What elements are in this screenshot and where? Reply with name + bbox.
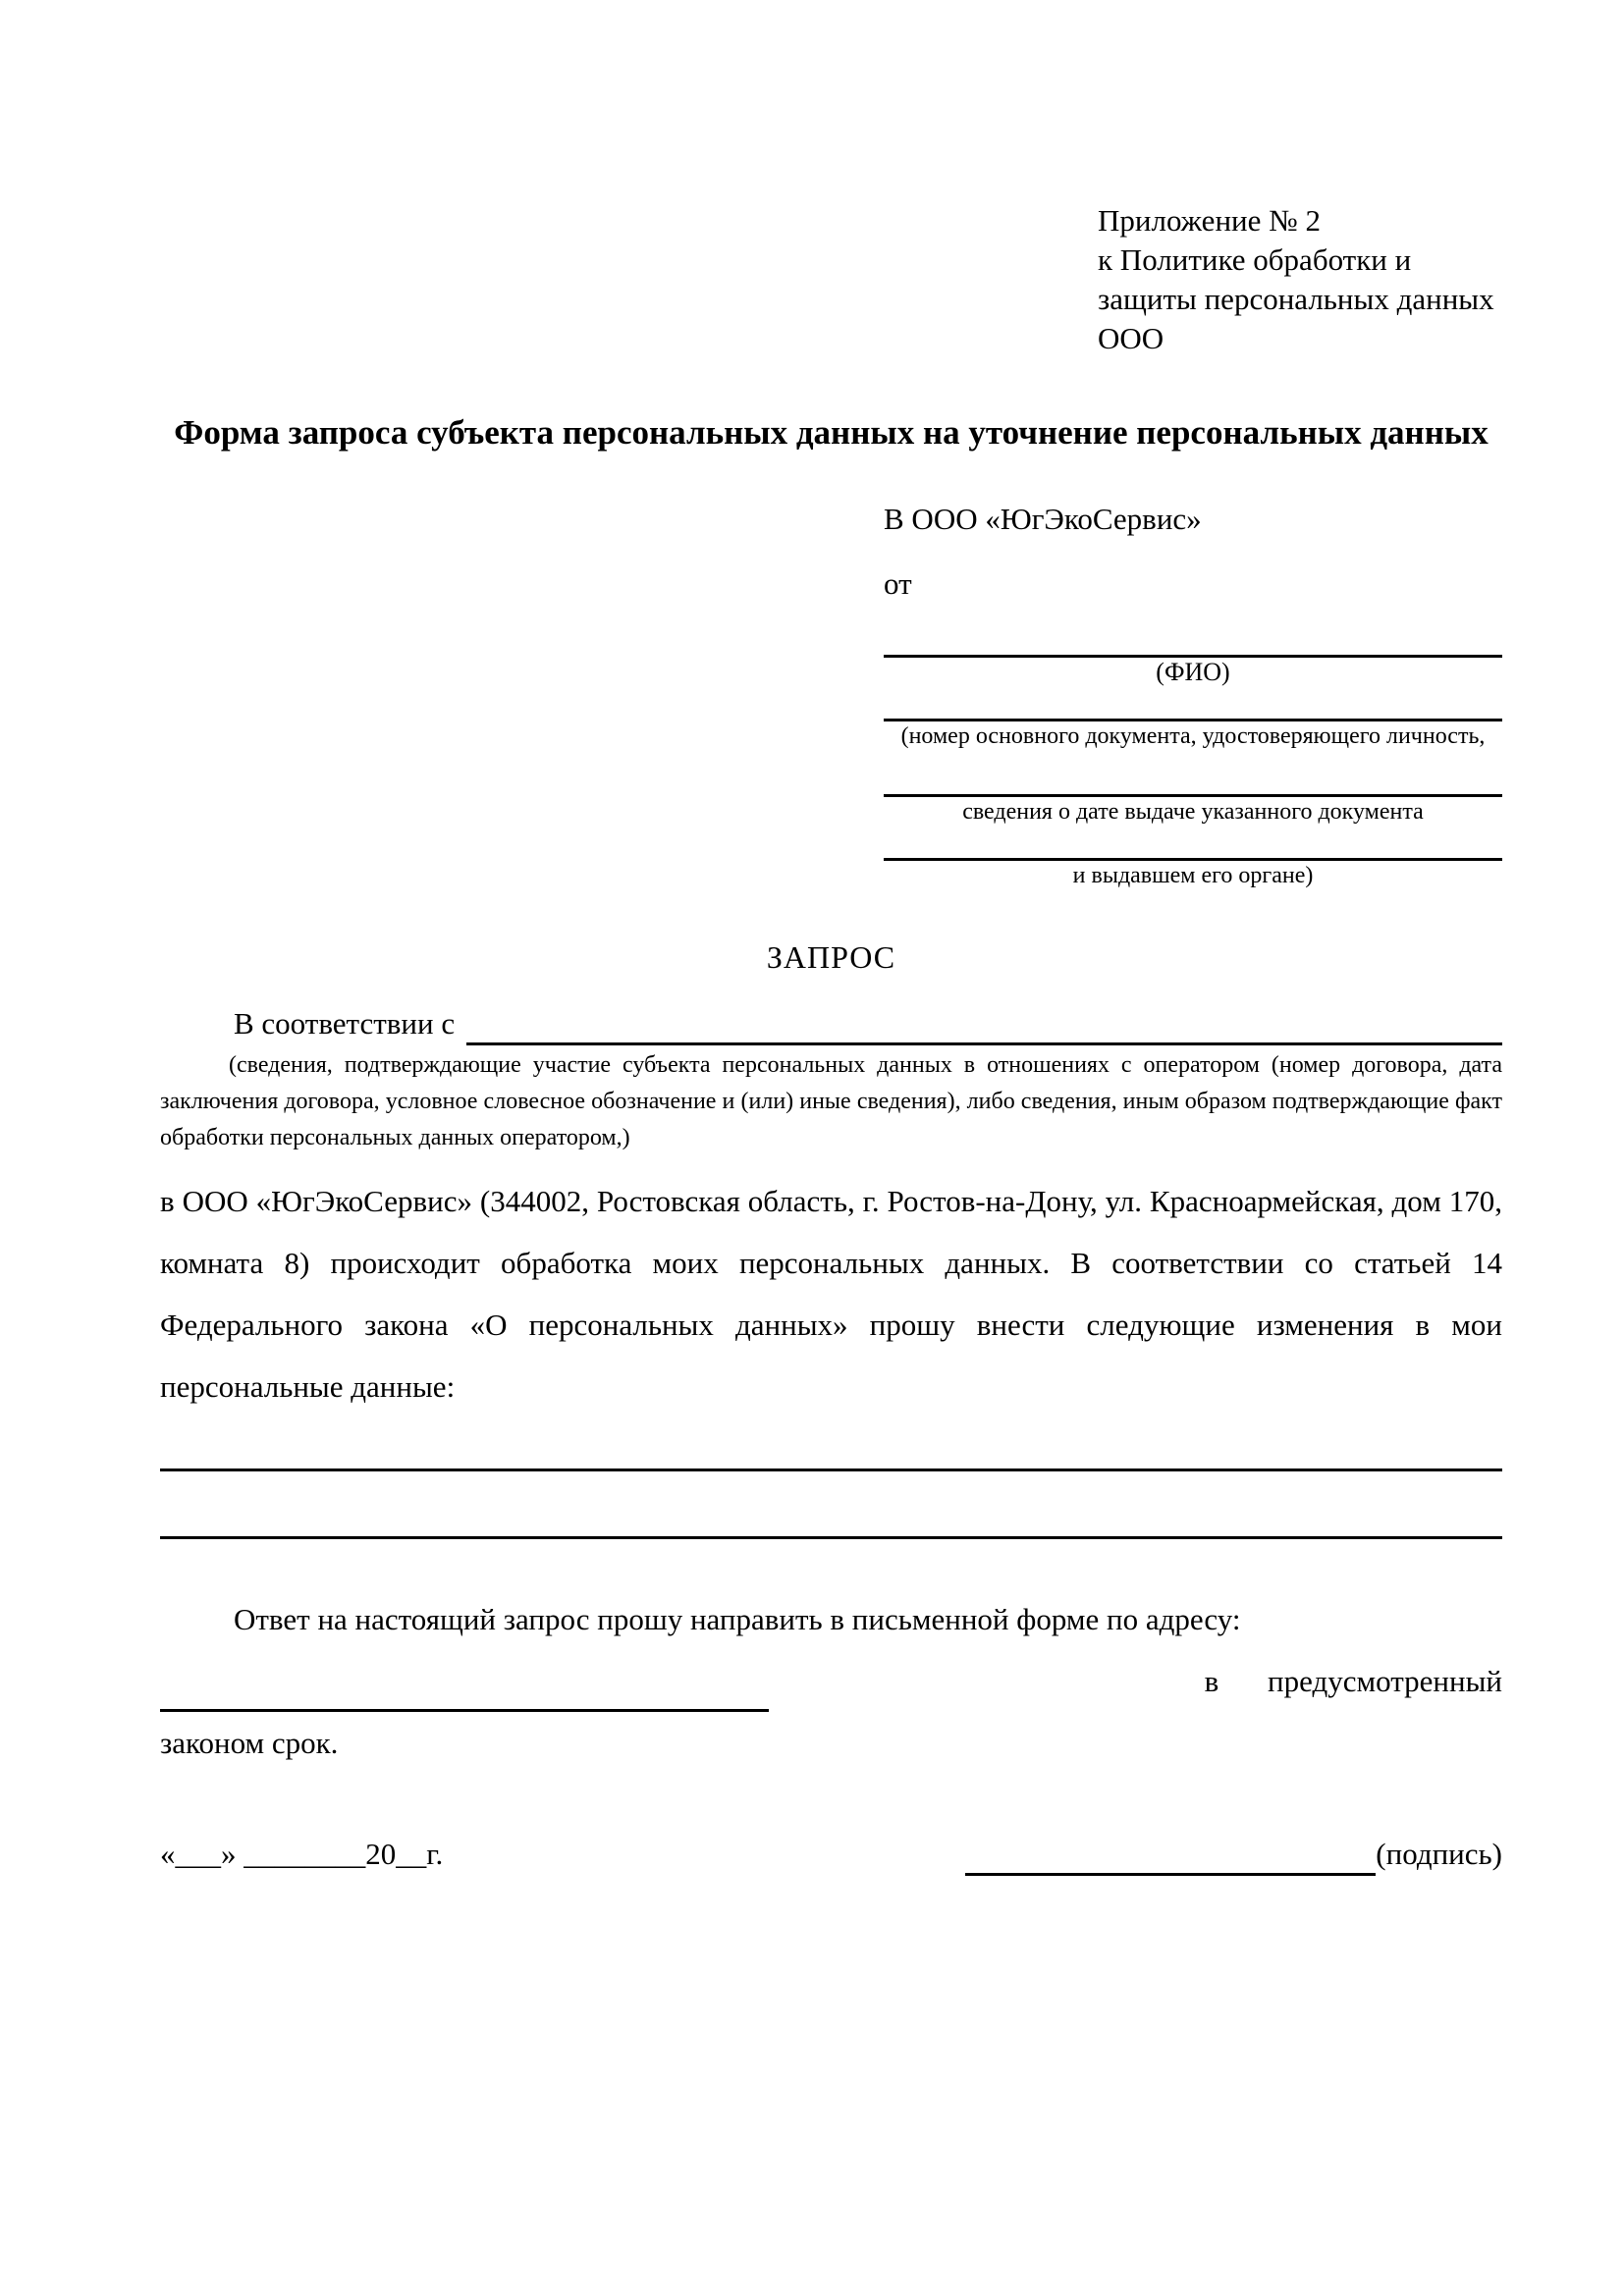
footer-row bbox=[160, 1833, 1502, 1876]
signature-cell bbox=[965, 1833, 1502, 1876]
field-issuing-authority bbox=[884, 858, 1502, 890]
document-issue-date-caption: сведения о дате выдаче указанного документа bbox=[962, 799, 1424, 825]
lead-blank-line bbox=[466, 1009, 1502, 1045]
addressee-from-label: от bbox=[884, 566, 912, 601]
annex-line-1: Приложение № 2 bbox=[1098, 203, 1321, 238]
document-title: Форма запроса субъекта персональных данных на уточнение персональных данных bbox=[174, 413, 1489, 452]
reply-line-3: законом срок. bbox=[160, 1726, 339, 1760]
small-print-note: (сведения, подтверждающие участие субъекта персональных данных в отношениях с оператором (номер договора, дата заключения договора, условное словесное обозначение и (или) иные сведения), либо сведения, иным образом подтверждающие факт обработки персональных данных оператором,) bbox=[160, 1052, 1502, 1150]
lead-text: В соответствии с bbox=[234, 1006, 456, 1041]
body-paragraph: в ООО «ЮгЭкоСервис» (344002, Ростовская область, г. Ростов-на-Дону, ул. Красноармейская, дом 170, комната 8) происходит обработка моих персональных данных. В соответствии со статьей 14 Федерального закона «О персональных данных» прошу внести следующие изменения в мои персональные данные: bbox=[160, 1184, 1502, 1404]
addressee-organization: В ООО «ЮгЭкоСервис» bbox=[884, 502, 1202, 536]
annex-line-4: ООО bbox=[1098, 321, 1164, 355]
signature-caption: (подпись) bbox=[1376, 1837, 1502, 1871]
annex-reference-block bbox=[1098, 201, 1502, 358]
fio-caption: (ФИО) bbox=[1156, 658, 1230, 686]
reply-line-1: Ответ на настоящий запрос прошу направить в письменной форме по адресу: bbox=[234, 1602, 1241, 1636]
date-fill-in: «___» ________20__г. bbox=[160, 1837, 444, 1871]
field-document-number bbox=[884, 719, 1502, 751]
request-heading: ЗАПРОС bbox=[766, 939, 896, 975]
field-fio bbox=[884, 655, 1502, 687]
lead-line bbox=[160, 1002, 1502, 1045]
changes-blank-line-2 bbox=[160, 1536, 1502, 1539]
field-document-issue-date bbox=[884, 794, 1502, 827]
reply-address-blank-line bbox=[160, 1662, 769, 1712]
reply-paragraph bbox=[160, 1588, 1502, 1774]
addressee-block bbox=[884, 500, 1502, 890]
changes-blank-line-1 bbox=[160, 1468, 1502, 1471]
annex-line-3: защиты персональных данных bbox=[1098, 282, 1494, 316]
signature-blank-line bbox=[965, 1834, 1376, 1876]
reply-line-2-tail: в предусмотренный bbox=[1204, 1664, 1502, 1698]
reply-line-2 bbox=[160, 1650, 1502, 1712]
annex-line-2: к Политике обработки и bbox=[1098, 242, 1412, 277]
document-number-caption: (номер основного документа, удостоверяющего личность, bbox=[900, 723, 1486, 749]
issuing-authority-caption: и выдавшем его органе) bbox=[1072, 863, 1314, 888]
